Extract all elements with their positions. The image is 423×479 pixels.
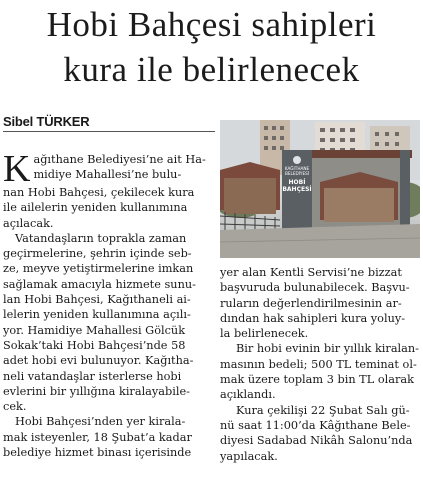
sign-text-2: BELEDİYESİ xyxy=(284,171,310,176)
text-line: dından hak sahipleri kura yoluy- xyxy=(220,311,406,325)
headline xyxy=(0,2,423,92)
text-line: ile ailelerin yeniden kullanımına xyxy=(3,201,188,215)
text-line: ruların değerlendirilmesinin ar- xyxy=(220,296,402,310)
text-line: neli vatandaşlar isterlerse hobi xyxy=(3,369,182,383)
text-line: evlerini bir yıllığına kiralayabile- xyxy=(3,384,190,398)
article-column-1 xyxy=(3,148,213,460)
text-line: adet hobi evi bulunuyor. Kağıtha- xyxy=(3,354,194,368)
text-line: Kura çekilişi 22 Şubat Salı gü- xyxy=(236,403,410,417)
text-line: masının bedeli; 500 TL teminat ol- xyxy=(220,357,417,371)
text-line: Hobi Bahçesi’nden yer kirala- xyxy=(15,415,186,429)
text-line: yapılacak. xyxy=(220,449,278,463)
drop-cap: K xyxy=(3,148,31,190)
text-line: Vatandaşların toprakla zaman xyxy=(15,231,187,245)
text-line: mak üzere toplam 3 bin TL olarak xyxy=(220,373,414,387)
text-line: nan Hobi Bahçesi, çekilecek kura xyxy=(3,186,195,199)
text-line: sağlamak amacıyla hizmete sunu- xyxy=(3,277,196,291)
sign-text-4: BAHÇESİ xyxy=(282,186,312,193)
text-line: yer alan Kentli Servisi’ne bizzat xyxy=(220,266,402,279)
headline-line-2: kura ile belirlenecek xyxy=(63,50,360,89)
text-line: ağıthane Belediyesi’ne ait Ha- xyxy=(33,153,206,166)
byline-divider xyxy=(3,131,215,132)
headline-line-1: Hobi Bahçesi sahipleri xyxy=(46,5,377,44)
article-column-2 xyxy=(220,265,420,464)
text-line: nü saat 11:00’da Kâğıthane Bele- xyxy=(220,418,411,432)
photo-illustration xyxy=(220,120,420,258)
text-line: lan Hobi Bahçesi, Kağıthaneli ai- xyxy=(3,293,191,307)
text-line: açılacak. xyxy=(3,216,54,230)
text-line: geçirmelerine, şehrin içinde seb- xyxy=(3,247,192,261)
text-line: belediye hizmet binası içerisinde xyxy=(3,446,192,460)
text-line: lelerin yeniden kullanımına açılı- xyxy=(3,308,191,322)
hobby-garden-photo xyxy=(220,120,420,258)
inner-house xyxy=(324,188,394,222)
municipality-logo xyxy=(293,156,301,164)
text-line: cek. xyxy=(3,400,27,414)
text-line: yor. Hamidiye Mahallesi Gölcük xyxy=(3,323,186,337)
author-byline: Sibel TÜRKER xyxy=(3,114,90,129)
text-line: midiye Mahallesi’ne bulu- xyxy=(33,168,182,182)
text-line: ze, meyve yetiştirmelerine imkan xyxy=(3,262,194,276)
text-line: mak isteyenler, 18 Şubat’a kadar xyxy=(3,430,192,444)
text-line: açıklandı. xyxy=(220,388,276,402)
sign-text-3: HOBİ xyxy=(288,179,306,186)
text-line: Sokak’taki Hobi Bahçesi’nde 58 xyxy=(3,338,186,352)
text-line: Bir hobi evinin bir yıllık kiralan- xyxy=(236,342,419,356)
text-line: başvuruda bulunabilecek. Başvu- xyxy=(220,281,410,295)
text-line: diyesi Sadabad Nikâh Salonu’nda xyxy=(220,434,413,448)
hobby-house xyxy=(224,178,276,214)
sign-text-1: KAĞITHANE xyxy=(284,166,310,171)
text-line: la belirlenecek. xyxy=(220,327,309,341)
